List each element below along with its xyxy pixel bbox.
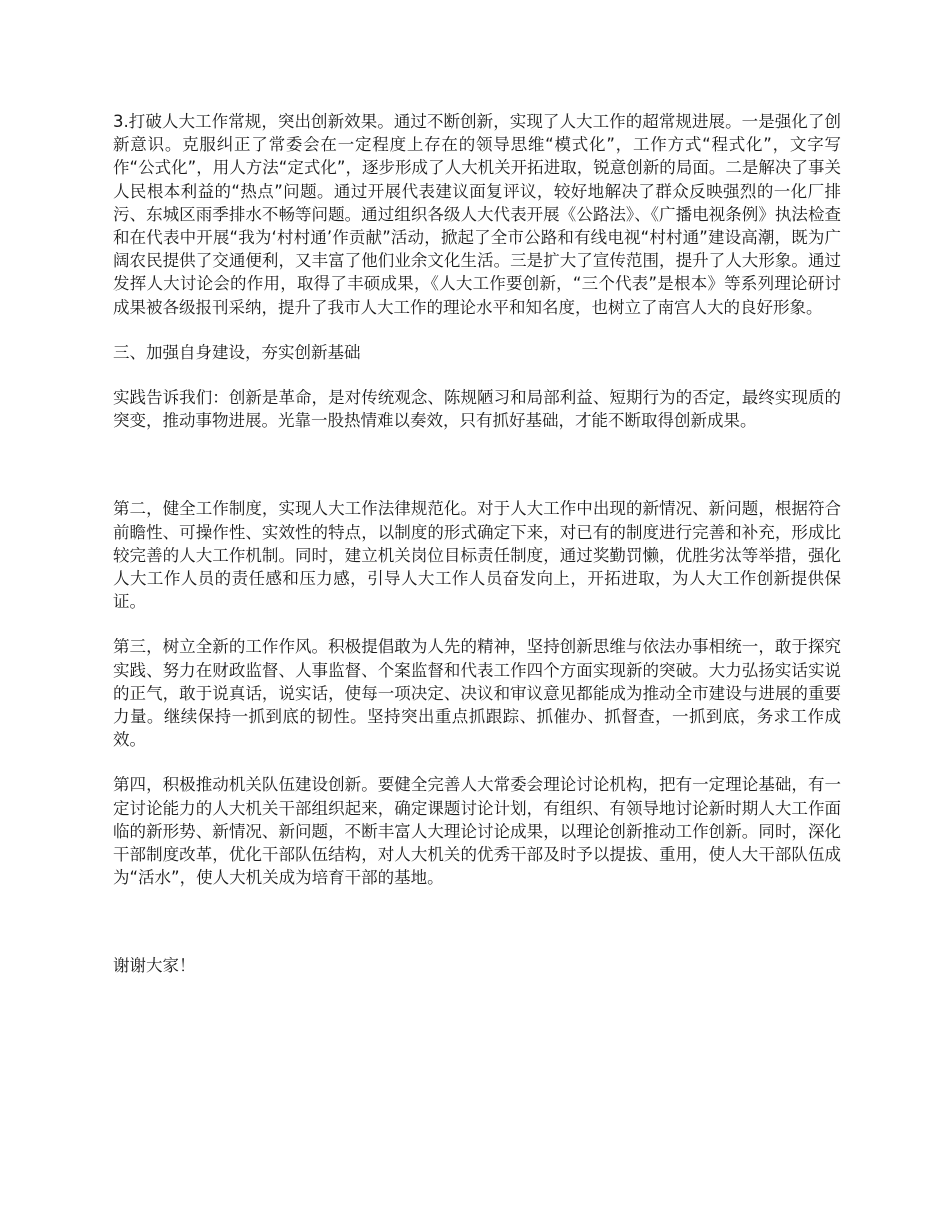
paragraph-practice: 实践告诉我们：创新是革命，是对传统观念、陈规陋习和局部利益、短期行为的否定，最终实现质的突变，推动事物进展。光靠一股热情难以奏效，只有抓好基础，才能不断取得创新成果。: [113, 388, 841, 431]
paragraph-second: 第二，健全工作制度，实现人大工作法律规范化。对于人大工作中出现的新情况、新问题，根据符合前瞻性、可操作性、实效性的特点，以制度的形式确定下来，对已有的制度进行完善和补充，形成比较完善的人大工作机制。同时，建立机关岗位目标责任制度，通过奖勤罚懒，优胜劣汰等举措，强化人大工作人员的责任感和压力感，引导人大工作人员奋发向上，开拓进取，为人大工作创新提供保证。: [113, 499, 841, 612]
paragraph-fourth: 第四，积极推动机关队伍建设创新。要健全完善人大常委会理论讨论机构，把有一定理论基础，有一定讨论能力的人大机关干部组织起来，确定课题讨论计划，有组织、有领导地讨论新时期人大工作面临的新形势、新情况、新问题，不断丰富人大理论讨论成果，以理论创新推动工作创新。同时，深化干部制度改革，优化干部队伍结构，对人大机关的优秀干部及时予以提拔、重用，使人大干部队伍成为“活水”，使人大机关成为培育干部的基地。: [113, 775, 841, 888]
paragraph-third: 第三，树立全新的工作作风。积极提倡敢为人先的精神，坚持创新思维与依法办事相统一，敢于探究实践、努力在财政监督、人事监督、个案监督和代表工作四个方面实现新的突破。大力弘扬实话实说的正气，敢于说真话，说实话，使每一项决定、决议和审议意见都能成为推动全市建设与进展的重要力量。继续保持一抓到底的韧性。坚持突出重点抓跟踪、抓催办、抓督查，一抓到底，务求工作成效。: [113, 637, 841, 750]
section-heading-three: 三、加强自身建设，夯实创新基础: [113, 342, 361, 362]
document-body: [113, 110, 841, 978]
paragraph-innovation-results: 3.打破人大工作常规，突出创新效果。通过不断创新，实现了人大工作的超常规进展。一是强化了创新意识。克服纠正了常委会在一定程度上存在的领导思维“模式化”，工作方式“程式化”，文字写作“公式化”，用人方法“定式化”，逐步形成了人大机关开拓进取，锐意创新的局面。二是解决了事关人民根本利益的“热点”问题。通过开展代表建议面复评议，较好地解决了群众反映强烈的一化厂排污、东城区雨季排水不畅等问题。通过组织各级人大代表开展《公路法》、《广播电视条例》执法检查和在代表中开展“我为‘村村通’作贡献”活动，掀起了全市公路和有线电视“村村通”建设高潮，既为广阔农民提供了交通便利，又丰富了他们业余文化生活。三是扩大了宣传范围，提升了人大形象。通过发挥人大讨论会的作用，取得了丰硕成果，《人大工作要创新，“三个代表”是根本》等系列理论研讨成果被各级报刊采纳，提升了我市人大工作的理论水平和知名度，也树立了南宫人大的良好形象。: [113, 112, 841, 317]
closing-thanks: 谢谢大家！: [113, 956, 196, 976]
